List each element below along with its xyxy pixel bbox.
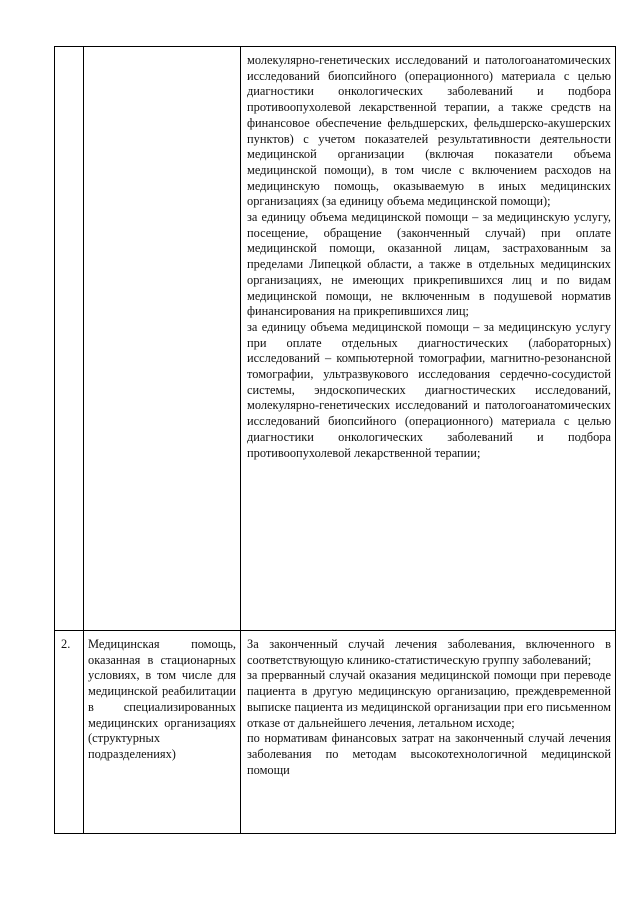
payment-method-paragraph: молекулярно-генетических исследований и патологоанатомических исследований биопсийного (операционного) материала с целью диагностики онкологических заболеваний и подбора противоопухолевой лекарственной терапии, а также средств на финансовое обеспечение фельдшерских, фельдшерско-акушерских пунктов) с учетом показателей результативности деятельности медицинской организации (включая показатели объема медицинской помощи), в том числе с включением расходов на медицинскую помощь, оказываемую в иных медицинских организациях (за единицу объема медицинской помощи); <box>247 53 611 209</box>
payment-method-paragraph: по нормативам финансовых затрат на законченный случай лечения заболевания по методам высокотехнологичной медицинской помощи <box>247 731 611 777</box>
payment-methods-table <box>54 46 616 834</box>
service-type-cell <box>83 631 240 833</box>
payment-method-cell <box>240 631 615 833</box>
payment-method-paragraph: за единицу объема медицинской помощи – за медицинскую услугу при оплате отдельных диагностических (лабораторных) исследований – компьютерной томографии, магнитно-резонансной томографии, ультразвукового исследования сердечно-сосудистой системы, эндоскопических диагностических исследований, молекулярно-генетических исследований и патологоанатомических исследований биопсийного (операционного) материала с целью диагностики онкологических заболеваний и подбора противоопухолевой лекарственной терапии; <box>247 319 611 460</box>
payment-method-paragraph: За законченный случай лечения заболевания, включенного в соответствующую клинико-статистическую группу заболеваний; <box>247 637 611 667</box>
row-number-cell: 2. <box>61 637 71 651</box>
service-type-text: Медицинская помощь, оказанная в стационарных условиях, в том числе для медицинской реабилитации в специализированных медицинских организациях (структурных подразделениях) <box>88 637 236 761</box>
row-number-cell <box>55 47 83 630</box>
table-row <box>55 630 615 833</box>
payment-method-paragraph: за единицу объема медицинской помощи – за медицинскую услугу, посещение, обращение (законченный случай) при оплате медицинской помощи, оказанной лицам, застрахованным за пределами Липецкой области, а также в отдельных медицинских организациях, не имеющих прикрепившихся лиц и по видам медицинской помощи, не включенным в подушевой норматив финансирования на прикрепившихся лиц; <box>247 210 611 319</box>
payment-method-cell <box>240 47 615 630</box>
service-type-cell <box>83 47 240 630</box>
table-row <box>55 47 615 630</box>
payment-method-paragraph: за прерванный случай оказания медицинской помощи при переводе пациента в другую медицинскую организацию, преждевременной выписке пациента из медицинской организации при его письменном отказе от дальнейшего лечения, летальном исходе; <box>247 668 611 730</box>
